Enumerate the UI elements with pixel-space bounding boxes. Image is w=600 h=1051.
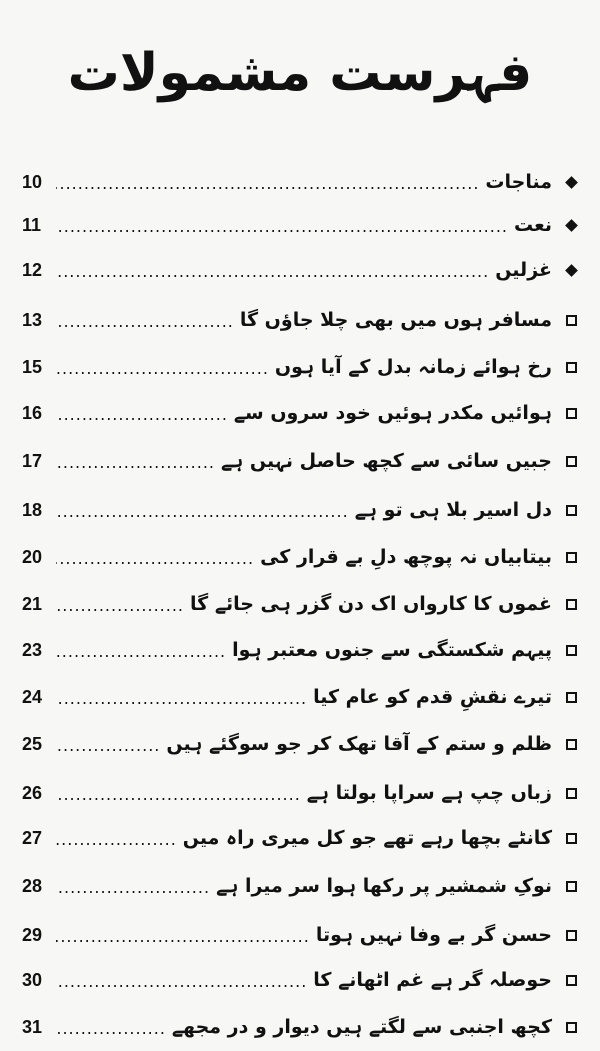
dot-leader (56, 393, 230, 433)
dot-leader (56, 677, 309, 717)
toc-page-number: 17 (22, 450, 43, 471)
square-bullet-icon (560, 645, 582, 656)
toc-page-number: 16 (22, 402, 43, 423)
dot-leader (56, 205, 510, 245)
dot-leader (56, 347, 271, 387)
dot-leader (56, 960, 309, 1000)
dot-leader (56, 584, 186, 624)
toc-entry[interactable] (22, 960, 600, 1000)
toc-page-number: 18 (22, 499, 43, 520)
dot-leader (56, 250, 491, 290)
toc-page-number: 12 (22, 259, 43, 280)
toc-page-number: 23 (22, 639, 43, 660)
square-bullet-icon (560, 788, 582, 799)
square-bullet-icon (560, 552, 582, 563)
dot-leader (56, 1007, 168, 1047)
square-bullet-icon (560, 408, 582, 419)
toc-entry[interactable] (22, 300, 600, 340)
toc-entry-title: پیہم شکستگی سے جنوں معتبر ہوا (232, 639, 552, 661)
toc-entry-title: کانٹے بچھا رہے تھے جو کل میری راہ میں (182, 827, 552, 849)
toc-entry-title: مسافر ہوں میں بھی چلا جاؤں گا (239, 309, 552, 331)
toc-entry-title: نعت (514, 214, 552, 236)
toc-entry[interactable] (22, 866, 600, 906)
toc-page-number: 29 (22, 924, 43, 945)
toc-entry-title: ظلم و ستم کے آقا تھک کر جو سوگئے ہیں (166, 733, 552, 755)
square-bullet-icon (560, 456, 582, 467)
toc-entry-title: مناجات (485, 171, 552, 193)
toc-entry-title: غموں کا کارواں اک دن گزر ہی جائے گا (190, 593, 552, 615)
toc-page-number: 26 (22, 782, 43, 803)
toc-page-number: 21 (22, 593, 43, 614)
page-title: فہرست مشمولات (67, 43, 533, 103)
toc-page-number: 28 (22, 875, 43, 896)
square-bullet-icon (560, 692, 582, 703)
toc-entry-title: حسن گر بے وفا نہیں ہوتا (315, 924, 552, 946)
dot-leader (56, 630, 228, 670)
toc-entry-title: جبیں سائی سے کچھ حاصل نہیں ہے (221, 450, 552, 472)
toc-entry[interactable] (22, 677, 600, 717)
dot-leader (56, 537, 256, 577)
toc-page-number: 27 (22, 827, 43, 848)
toc-page-number: 25 (22, 733, 43, 754)
toc-entry[interactable] (22, 393, 600, 433)
dot-leader (56, 818, 179, 858)
dot-leader (56, 773, 303, 813)
toc-entry[interactable] (22, 630, 600, 670)
toc-entry[interactable] (22, 441, 600, 481)
toc-entry[interactable] (22, 773, 600, 813)
toc-entry-title: رخ ہوائے زمانہ بدل کے آیا ہوں (274, 356, 552, 378)
toc-entry-title: تیرے نقشِ قدم کو عام کیا (313, 686, 552, 708)
toc-entry-title: بیتابیاں نہ پوچھ دلِ بے قرار کی (260, 546, 552, 568)
square-bullet-icon (560, 362, 582, 373)
toc-entry-title: کچھ اجنبی سے لگتے ہیں دیوار و در مجھے (171, 1016, 552, 1038)
square-bullet-icon (560, 505, 582, 516)
toc-entry[interactable] (22, 818, 600, 858)
toc-page-number: 20 (22, 546, 43, 567)
square-bullet-icon (560, 599, 582, 610)
square-bullet-icon (560, 739, 582, 750)
toc-page-number: 10 (22, 171, 43, 192)
toc-entry[interactable] (22, 347, 600, 387)
dot-leader (56, 866, 212, 906)
toc-entry[interactable] (22, 724, 600, 764)
toc-page-number: 15 (22, 356, 43, 377)
toc-entry[interactable] (22, 205, 582, 245)
square-bullet-icon (560, 1022, 582, 1033)
square-bullet-icon (560, 315, 582, 326)
toc-entry[interactable] (22, 584, 600, 624)
toc-entry-title: دل اسیر بلا ہی تو ہے (354, 499, 552, 521)
dot-leader (56, 441, 217, 481)
square-bullet-icon (560, 930, 582, 941)
toc-entry-title: حوصلہ گر ہے غم اٹھانے کا (313, 969, 552, 991)
diamond-bullet-icon (560, 178, 582, 187)
toc-entry[interactable] (22, 162, 582, 202)
diamond-bullet-icon (560, 221, 582, 230)
toc-page-number: 30 (22, 969, 43, 990)
toc-entry[interactable] (22, 915, 600, 955)
square-bullet-icon (560, 833, 582, 844)
toc-entry-title: غزلیں (495, 259, 552, 281)
toc-page-number: 13 (22, 309, 43, 330)
dot-leader (56, 915, 312, 955)
toc-entry-title: زباں چپ ہے سراپا بولتا ہے (306, 782, 552, 804)
toc-entry-title: نوکِ شمشیر پر رکھا ہوا سر میرا ہے (216, 875, 552, 897)
toc-entry[interactable] (22, 250, 582, 290)
toc-page-number: 24 (22, 686, 43, 707)
dot-leader (56, 490, 351, 530)
diamond-bullet-icon (560, 266, 582, 275)
toc-entry[interactable] (22, 490, 600, 530)
toc-page-number: 31 (22, 1016, 43, 1037)
toc-page-number: 11 (22, 214, 42, 235)
toc-entry-title: ہوائیں مکدر ہوئیں خود سروں سے (233, 402, 552, 424)
dot-leader (56, 724, 162, 764)
dot-leader (56, 300, 236, 340)
square-bullet-icon (560, 881, 582, 892)
dot-leader (56, 162, 481, 202)
toc-entry[interactable] (22, 1007, 600, 1047)
toc-entry[interactable] (22, 537, 600, 577)
square-bullet-icon (560, 975, 582, 986)
